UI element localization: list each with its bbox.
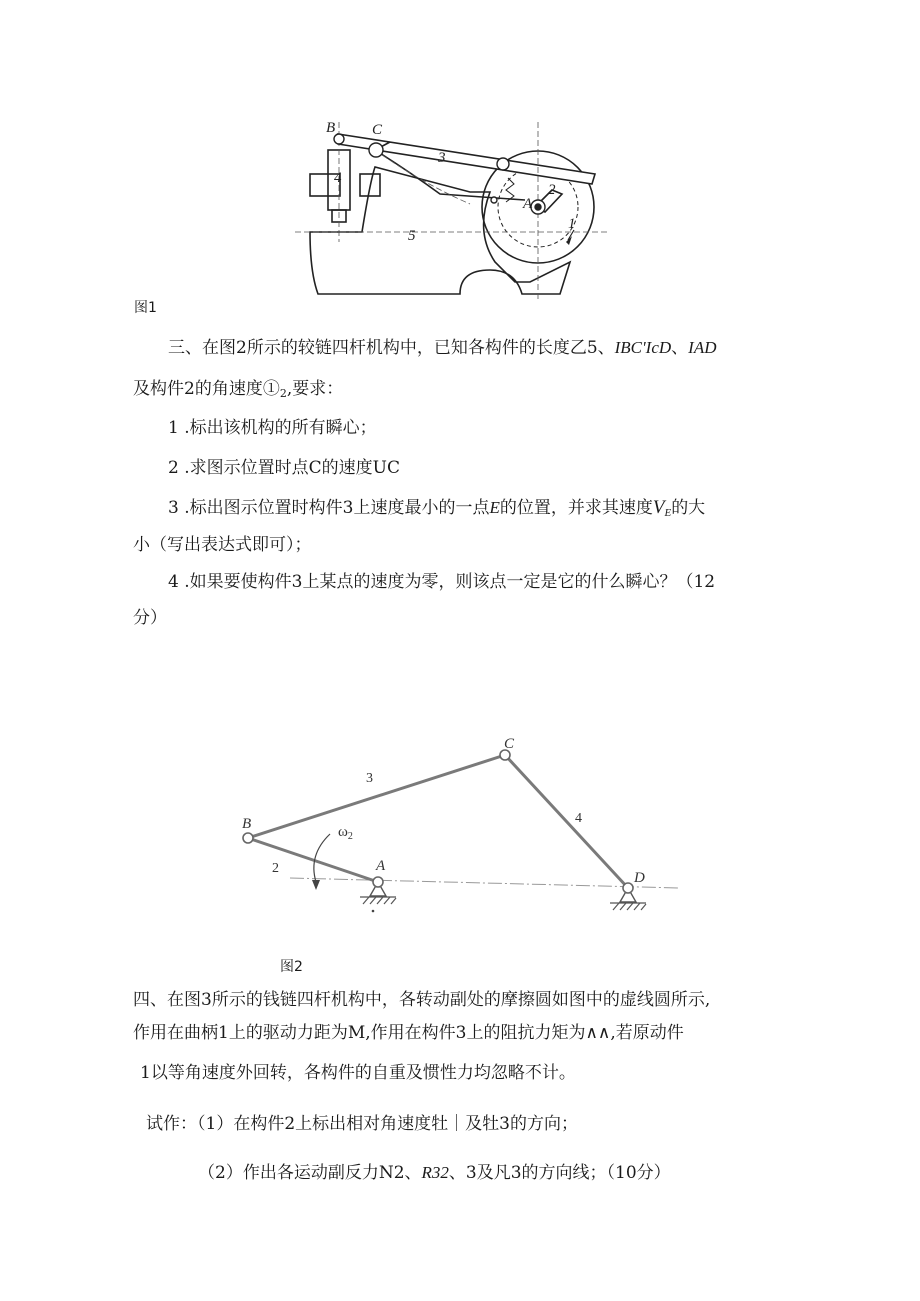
figure-1-press-mechanism — [290, 112, 620, 302]
section3-item3: 3 .标出图示位置时构件3上速度最小的一点E的位置，并求其速度$V_E$的大 — [168, 497, 706, 519]
fig1-label-3: 3 — [438, 150, 446, 166]
section4-line2: 作用在曲柄1上的驱动力距为M,作用在构件3上的阻抗力矩为∧∧,若原动件 — [133, 1023, 684, 1043]
fig1-label-2: 2 — [548, 182, 556, 198]
figure-1-caption: 图1 — [134, 300, 157, 316]
section3-item4: 4 .如果要使构件3上某点的速度为零，则该点一定是它的什么瞬心？（12 — [168, 572, 716, 592]
figure-2-caption: 图2 — [280, 959, 303, 975]
section3-line1: 三、在图2所示的较链四杆机构中，已知各构件的长度乙5、IBC'IcD、IAD — [168, 338, 717, 358]
fig1-label-5: 5 — [408, 228, 416, 244]
fig2-label-A: A — [376, 858, 386, 874]
fig1-label-4: 4 — [334, 170, 342, 186]
fig2-label-C: C — [504, 736, 515, 752]
section3-item1: 1 .标出该机构的所有瞬心； — [168, 418, 377, 438]
section4-line1: 四、在图3所示的钱链四杆机构中，各转动副处的摩擦圆如图中的虚线圆所示, — [133, 990, 711, 1010]
section3-line2: 及构件2的角速度$①_2$,要求： — [133, 379, 344, 400]
section4-line3: 1以等角速度外回转，各构件的自重及惯性力均忽略不计。 — [140, 1063, 576, 1083]
section3-item4-line2: 分） — [133, 608, 167, 628]
section4-line4: 试作：（1）在构件2上标出相对角速度牡｜及牡3的方向； — [146, 1114, 578, 1134]
fig1-label-C: C — [372, 122, 383, 138]
fig2-label-omega: $\omega_2$ — [338, 824, 353, 842]
fig2-label-3: 3 — [366, 771, 373, 786]
figure-2-four-bar-linkage — [230, 730, 690, 920]
fig1-label-B: B — [326, 120, 336, 136]
fig2-label-D: D — [634, 870, 645, 886]
fig2-label-B: B — [242, 816, 252, 832]
section4-line5: （2）作出各运动副反力N2、R32、3及凡3的方向线；（10分） — [198, 1163, 671, 1183]
section3-item3-line2: 小（写出表达式即可）； — [133, 535, 312, 555]
fig2-label-2: 2 — [272, 861, 279, 876]
fig1-label-1: 1 — [568, 216, 576, 232]
fig2-label-4: 4 — [575, 811, 582, 826]
fig1-label-A: A — [523, 196, 533, 212]
section3-item2: 2 .求图示位置时点C的速度UC — [168, 458, 400, 478]
